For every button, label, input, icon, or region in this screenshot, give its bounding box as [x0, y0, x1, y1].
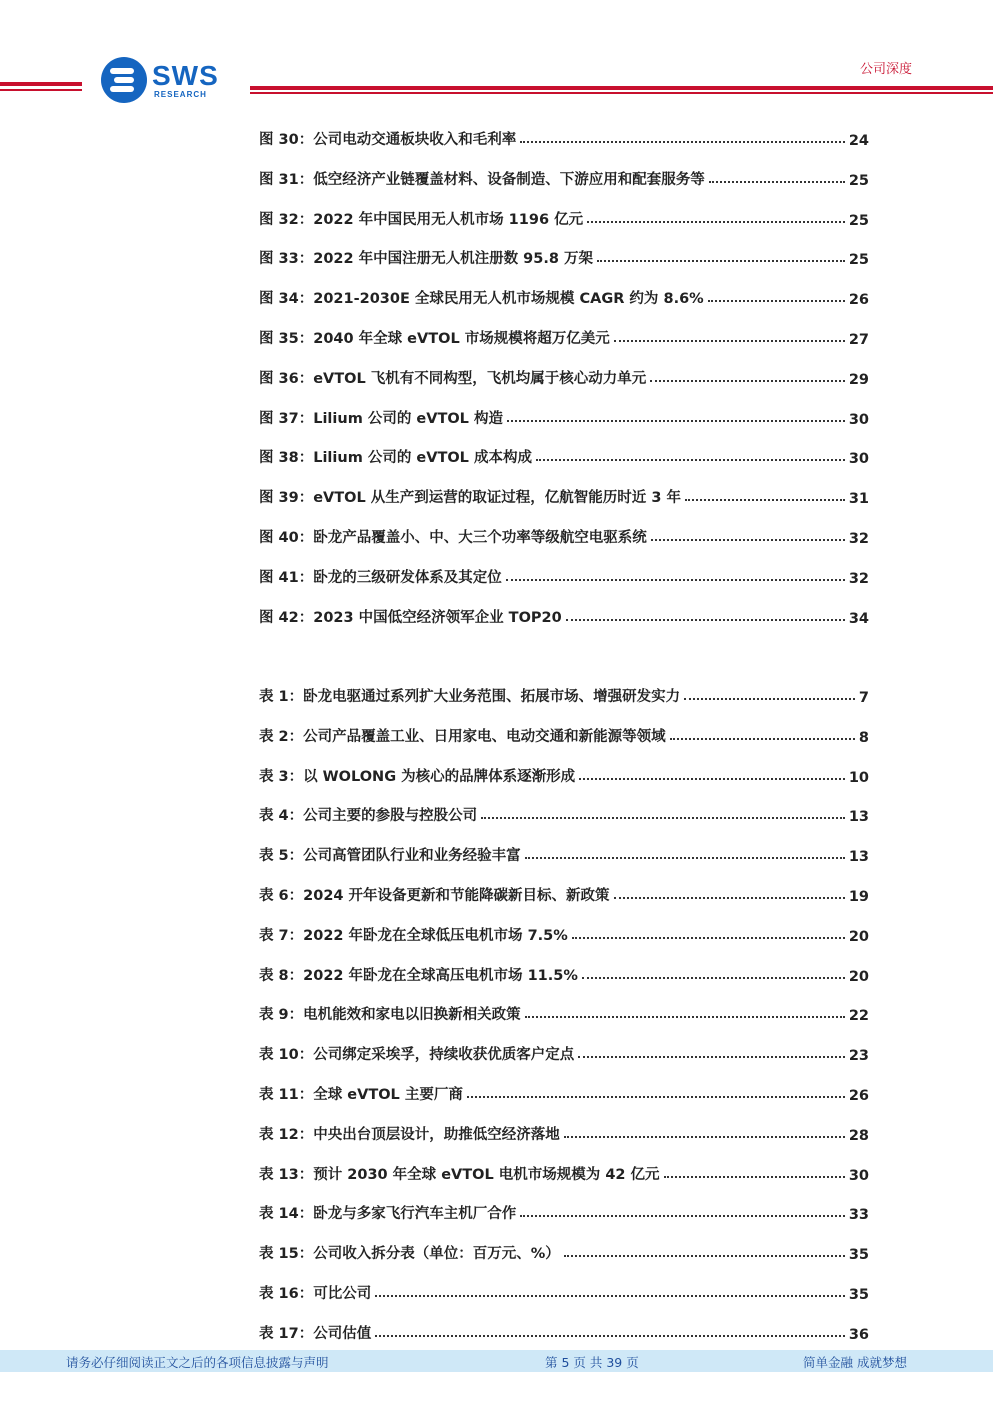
- table-entry[interactable]: [259, 762, 869, 786]
- dot-leader: [506, 579, 845, 581]
- table-entry[interactable]: [259, 1160, 869, 1184]
- figure-entry[interactable]: [259, 563, 869, 587]
- figure-entry[interactable]: [259, 205, 869, 229]
- table-entry-page: 35: [848, 1247, 869, 1264]
- table-entry-title: 表 12：中央出台顶层设计，助推低空经济落地: [259, 1126, 560, 1143]
- dot-leader: [481, 817, 845, 819]
- dot-leader: [614, 340, 845, 342]
- table-entry-page: 10: [848, 769, 869, 786]
- table-entry[interactable]: [259, 801, 869, 825]
- dot-leader: [685, 499, 845, 501]
- figure-entry-title: 图 33：2022 年中国注册无人机注册数 95.8 万架: [259, 251, 594, 268]
- table-entry[interactable]: [259, 1080, 869, 1104]
- table-entry[interactable]: [259, 682, 869, 706]
- dot-leader: [670, 738, 855, 740]
- page-number: 第 5 页 共 39 页: [545, 1355, 639, 1370]
- table-entry-title: 表 4：公司主要的参股与控股公司: [259, 808, 478, 825]
- table-entry-page: 22: [848, 1008, 869, 1025]
- table-entry-title: 表 3：以 WOLONG 为核心的品牌体系逐渐形成: [259, 768, 576, 785]
- dot-leader: [650, 380, 845, 382]
- figure-entry-title: 图 42：2023 中国低空经济领军企业 TOP20: [259, 609, 562, 626]
- dot-leader: [572, 937, 845, 939]
- table-entry-page: 8: [858, 729, 869, 746]
- report-type-tag: 公司深度: [860, 62, 913, 77]
- logo-text: SWS: [152, 60, 219, 91]
- figure-entry[interactable]: [259, 404, 869, 428]
- table-entry[interactable]: [259, 1319, 869, 1343]
- figure-entry-title: 图 40：卧龙产品覆盖小、中、大三个功率等级航空电驱系统: [259, 530, 647, 546]
- figure-entry-page: 25: [848, 212, 869, 229]
- table-entry-title: 表 2：公司产品覆盖工业、日用家电、电动交通和新能源等领域: [259, 728, 666, 745]
- dot-leader: [467, 1096, 845, 1098]
- figure-entry[interactable]: [259, 603, 869, 627]
- dot-leader: [564, 1136, 845, 1138]
- figure-entry-page: 25: [848, 252, 869, 269]
- figure-entry-page: 29: [848, 371, 869, 388]
- table-entry-page: 23: [848, 1048, 869, 1065]
- table-entry[interactable]: [259, 1000, 869, 1024]
- figure-entry-title: 图 35：2040 年全球 eVTOL 市场规模将超万亿美元: [259, 331, 610, 347]
- dot-leader: [614, 897, 845, 899]
- figure-entry-page: 30: [848, 451, 869, 468]
- table-entry-page: 33: [848, 1207, 869, 1224]
- dot-leader: [582, 977, 845, 979]
- figure-entry[interactable]: [259, 125, 869, 149]
- table-entry-title: 表 9：电机能效和家电以旧换新相关政策: [259, 1007, 521, 1024]
- dot-leader: [566, 619, 845, 621]
- dot-leader: [587, 221, 845, 223]
- figure-entry[interactable]: [259, 284, 869, 308]
- table-entry-title: 表 1：卧龙电驱通过系列扩大业务范围、拓展市场、增强研发实力: [259, 689, 681, 705]
- figure-entry[interactable]: [259, 324, 869, 348]
- figure-entry[interactable]: [259, 443, 869, 467]
- figure-entry[interactable]: [259, 244, 869, 268]
- table-entry-page: 35: [848, 1287, 869, 1303]
- table-entry-page: 26: [848, 1088, 869, 1104]
- figure-entry-title: 图 41：卧龙的三级研发体系及其定位: [259, 569, 502, 586]
- table-entry-title: 表 17：公司估值: [259, 1325, 372, 1342]
- figure-entry-page: 31: [848, 491, 869, 508]
- dot-leader: [375, 1295, 845, 1297]
- figure-entry-page: 24: [848, 133, 869, 149]
- figure-entry-page: 34: [848, 610, 869, 627]
- table-entry-title: 表 11：全球 eVTOL 主要厂商: [259, 1087, 463, 1103]
- table-entry-title: 表 10：公司绑定采埃孚，持续收获优质客户定点: [259, 1047, 575, 1064]
- dot-leader: [520, 141, 845, 143]
- table-entry-page: 13: [848, 809, 869, 826]
- figure-entry-title: 图 34：2021-2030E 全球民用无人机市场规模 CAGR 约为 8.6%: [259, 291, 704, 308]
- figure-entry-page: 25: [848, 172, 869, 189]
- table-entry[interactable]: [259, 961, 869, 985]
- table-entry-title: 表 8：2022 年卧龙在全球高压电机市场 11.5%: [259, 967, 578, 984]
- table-entry-page: 30: [848, 1167, 869, 1184]
- table-entry[interactable]: [259, 1239, 869, 1263]
- dot-leader: [708, 300, 845, 302]
- table-entry[interactable]: [259, 1199, 869, 1223]
- figure-entry-page: 27: [848, 332, 869, 348]
- figure-entry-title: 图 30：公司电动交通板块收入和毛利率: [259, 132, 517, 148]
- figure-entry-title: 图 32：2022 年中国民用无人机市场 1196 亿元: [259, 211, 584, 228]
- table-entry-page: 36: [848, 1326, 869, 1343]
- table-entry-page: 20: [848, 928, 869, 945]
- figure-entry-page: 26: [848, 292, 869, 309]
- figure-entry-page: 32: [848, 570, 869, 587]
- header-rule-right: [250, 86, 993, 94]
- logo-subtext: RESEARCH: [154, 90, 207, 99]
- table-entry-title: 表 7：2022 年卧龙在全球低压电机市场 7.5%: [259, 927, 568, 944]
- dot-leader: [579, 778, 845, 780]
- dot-leader: [578, 1056, 845, 1058]
- footer-slogan: 简单金融 成就梦想: [803, 1355, 907, 1370]
- footer-disclaimer: 请务必仔细阅读正文之后的各项信息披露与声明: [66, 1355, 329, 1370]
- dot-leader: [507, 420, 845, 422]
- table-entry-page: 28: [848, 1127, 869, 1144]
- figure-entry[interactable]: [259, 165, 869, 189]
- figure-entry-title: 图 39：eVTOL 从生产到运营的取证过程，亿航智能历时近 3 年: [259, 490, 681, 507]
- table-entry[interactable]: [259, 881, 869, 905]
- dot-leader: [520, 1215, 845, 1217]
- table-entry-title: 表 6：2024 开年设备更新和节能降碳新目标、新政策: [259, 888, 610, 904]
- table-entry-title: 表 14：卧龙与多家飞行汽车主机厂合作: [259, 1206, 517, 1223]
- figure-entry[interactable]: [259, 364, 869, 388]
- table-entry-title: 表 13：预计 2030 年全球 eVTOL 电机市场规模为 42 亿元: [259, 1166, 660, 1183]
- figure-entry-title: 图 31：低空经济产业链覆盖材料、设备制造、下游应用和配套服务等: [259, 171, 705, 188]
- table-entry[interactable]: [259, 841, 869, 865]
- table-entry-title: 表 15：公司收入拆分表（单位：百万元、%）: [259, 1246, 560, 1263]
- table-entry[interactable]: [259, 921, 869, 945]
- table-entry[interactable]: [259, 1279, 869, 1303]
- table-entry[interactable]: [259, 722, 869, 746]
- table-entry-page: 20: [848, 968, 869, 985]
- dot-leader: [597, 260, 845, 262]
- dot-leader: [536, 459, 845, 461]
- dot-leader: [664, 1176, 845, 1178]
- figure-entry[interactable]: [259, 483, 869, 507]
- header-rule-left: [0, 82, 82, 91]
- dot-leader: [651, 539, 845, 541]
- table-entry[interactable]: [259, 1120, 869, 1144]
- table-entry-title: 表 5：公司高管团队行业和业务经验丰富: [259, 848, 521, 865]
- figure-entry[interactable]: [259, 523, 869, 547]
- table-entry[interactable]: [259, 1040, 869, 1064]
- figure-entry-title: 图 36：eVTOL 飞机有不同构型，飞机均属于核心动力单元: [259, 370, 647, 387]
- dot-leader: [525, 1016, 845, 1018]
- dot-leader: [525, 857, 845, 859]
- figure-entry-page: 30: [848, 411, 869, 428]
- figure-entry-title: 图 37：Lilium 公司的 eVTOL 构造: [259, 410, 503, 427]
- table-entry-title: 表 16：可比公司: [259, 1286, 372, 1302]
- table-entry-page: 7: [858, 690, 869, 706]
- figure-entry-title: 图 38：Lilium 公司的 eVTOL 成本构成: [259, 450, 532, 467]
- dot-leader: [684, 698, 855, 700]
- dot-leader: [375, 1335, 845, 1337]
- dot-leader: [709, 181, 845, 183]
- table-entry-page: 13: [848, 849, 869, 866]
- dot-leader: [564, 1255, 845, 1257]
- figure-entry-page: 32: [848, 531, 869, 547]
- table-entry-page: 19: [848, 889, 869, 905]
